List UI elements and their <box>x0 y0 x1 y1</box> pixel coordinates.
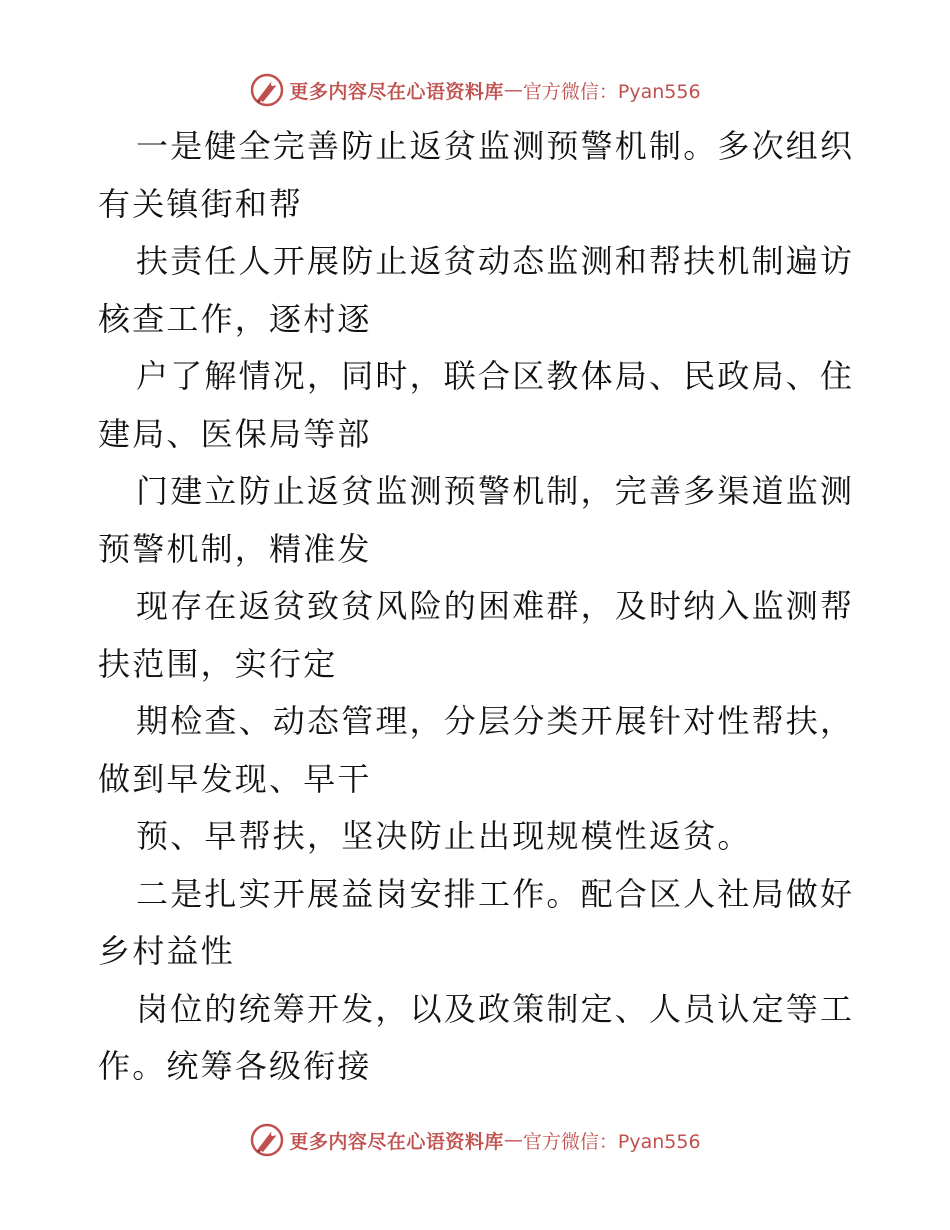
body-line: 预警机制，精准发 <box>98 529 372 568</box>
watermark-wechat-text: 官方微信：Pyan556 <box>522 80 701 103</box>
body-line: 二是扎实开展益岗安排工作。配合区人社局做好 <box>136 874 855 913</box>
body-line: 现存在返贫致贫风险的困难群，及时纳入监测帮 <box>136 587 855 625</box>
footer-watermark <box>0 1118 950 1162</box>
body-line: 建局、医保局等部 <box>98 414 372 453</box>
body-line: 做到早发现、早干 <box>98 759 372 798</box>
watermark-wechat-text: 官方微信：Pyan556 <box>522 1130 701 1153</box>
body-line: 一是健全完善防止返贫监测预警机制。多次组织 <box>136 127 855 165</box>
header-watermark <box>0 68 950 112</box>
body-line: 有关镇街和帮 <box>98 184 304 223</box>
body-line: 岗位的统筹开发，以及政策制定、人员认定等工 <box>136 989 855 1028</box>
body-line: 户了解情况，同时，联合区教体局、民政局、住 <box>136 357 855 395</box>
body-line: 门建立防止返贫监测预警机制，完善多渠道监测 <box>136 472 855 510</box>
watermark-separator: — <box>503 79 523 101</box>
watermark-main-text: 更多内容尽在心语资料库 <box>289 80 504 103</box>
body-line: 核查工作，逐村逐 <box>98 299 372 338</box>
pen-logo-icon <box>249 1122 285 1158</box>
body-line: 期检查、动态管理，分层分类开展针对性帮扶， <box>136 702 855 740</box>
watermark-separator: — <box>503 1129 523 1151</box>
body-line: 乡村益性 <box>98 932 235 970</box>
document-body <box>98 118 858 1096</box>
body-line: 扶范围，实行定 <box>98 644 338 683</box>
body-line: 预、早帮扶，坚决防止出现规模性返贫。 <box>136 817 752 855</box>
pen-logo-icon <box>249 72 285 108</box>
body-line: 扶责任人开展防止返贫动态监测和帮扶机制遍访 <box>136 242 855 280</box>
body-line: 作。统筹各级衔接 <box>98 1047 372 1085</box>
watermark-main-text: 更多内容尽在心语资料库 <box>289 1130 504 1153</box>
